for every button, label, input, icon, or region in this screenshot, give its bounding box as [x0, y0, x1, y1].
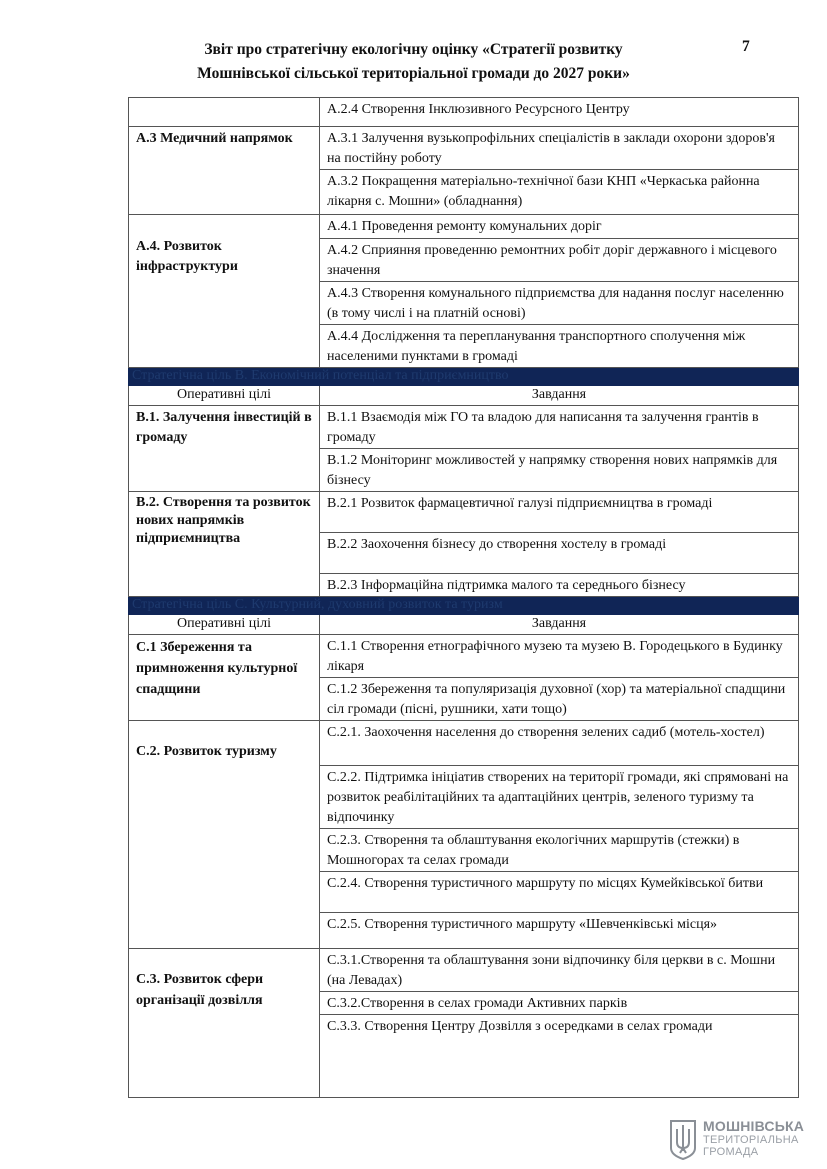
page-header — [0, 38, 827, 86]
task-cell: А.3.1 Залучення вузькопрофільних спеціалістів в заклади охорони здоров'я на постійну роботу — [320, 127, 799, 170]
column-header-row — [129, 615, 799, 635]
goal-cell — [129, 949, 320, 1098]
goal-cell: В.1. Залучення інвестицій в громаду — [129, 406, 320, 492]
section-banner — [129, 368, 799, 386]
logo-subtitle — [703, 1134, 799, 1158]
goal-cell: В.2. Створення та розвиток нових напрямків підприємництва — [129, 492, 320, 597]
task-cell: С.2.5. Створення туристичного маршруту «Шевченківські місця» — [320, 913, 799, 949]
goal-label: С.1 Збереження та примноження культурної спадщини — [136, 640, 298, 697]
task-cell: А.4.2 Сприяння проведенню ремонтних робіт доріг державного і місцевого значення — [320, 239, 799, 282]
task-cell: В.2.3 Інформаційна підтримка малого та середнього бізнесу — [320, 574, 799, 597]
column-header-row — [129, 386, 799, 406]
task-cell: С.3.1.Створення та облаштування зони відпочинку біля церкви в с. Мошни (на Левадах) — [320, 949, 799, 992]
column-header-goals: Оперативні цілі — [129, 386, 320, 406]
task-cell: С.3.3. Створення Центру Дозвілля з осередками в селах громади — [320, 1015, 799, 1098]
header-line-2: Мошнівської сільської територіальної громади до 2027 роки» — [197, 65, 630, 82]
banner-text: Стратегічна ціль С. Культурний, духовний розвиток та туризм — [129, 597, 799, 615]
strategy-table — [128, 97, 799, 1098]
goal-cell — [129, 215, 320, 368]
task-cell: А.3.2 Покращення матеріально-технічної бази КНП «Черкаська районна лікарня с. Мошни» (обладнання) — [320, 170, 799, 215]
table-row — [129, 721, 799, 766]
task-cell: В.1.2 Моніторинг можливостей у напрямку створення нових напрямків для бізнесу — [320, 449, 799, 492]
banner-text: Стратегічна ціль В. Економічний потенціал та підприємництво — [129, 368, 799, 386]
column-header-goals: Оперативні цілі — [129, 615, 320, 635]
task-cell: С.2.3. Створення та облаштування екологічних маршрутів (стежки) в Мошногорах та селах громади — [320, 829, 799, 872]
task-cell: С.2.1. Заохочення населення до створення зелених садиб (мотель-хостел) — [320, 721, 799, 766]
goal-label: С.2. Розвиток туризму — [136, 744, 277, 759]
task-cell: А.4.3 Створення комунального підприємства для надання послуг населенню (в тому числі і на платній основі) — [320, 282, 799, 325]
table-row — [129, 406, 799, 449]
section-banner — [129, 597, 799, 615]
task-cell: В.2.1 Розвиток фармацевтичної галузі підприємництва в громаді — [320, 492, 799, 533]
task-cell: С.1.1 Створення етнографічного музею та музею В. Городецького в Будинку лікаря — [320, 635, 799, 678]
task-cell: В.2.2 Заохочення бізнесу до створення хостелу в громаді — [320, 533, 799, 574]
goal-cell — [129, 635, 320, 721]
goal-cell — [129, 721, 320, 949]
task-cell: С.3.2.Створення в селах громади Активних парків — [320, 992, 799, 1015]
table-row — [129, 492, 799, 533]
column-header-tasks: Завдання — [320, 386, 799, 406]
page-number: 7 — [742, 38, 750, 55]
task-cell: С.2.4. Створення туристичного маршруту по місцях Кумейківської битви — [320, 872, 799, 913]
logo-subtitle-line-1: ТЕРИТОРІАЛЬНА — [703, 1134, 799, 1146]
task-cell: А.2.4 Створення Інклюзивного Ресурсного Центру — [320, 98, 799, 127]
column-header-tasks: Завдання — [320, 615, 799, 635]
task-cell: А.4.1 Проведення ремонту комунальних доріг — [320, 215, 799, 239]
logo-title: МОШНІВСЬКА — [703, 1118, 805, 1134]
table-row — [129, 127, 799, 170]
table-row — [129, 949, 799, 992]
task-cell: С.2.2. Підтримка ініціатив створених на території громади, які спрямовані на розвиток реабілітаційних та адаптаційних центрів, зеленого туризму та відпочинку — [320, 766, 799, 829]
community-logo — [668, 1118, 808, 1162]
goal-label: С.3. Розвиток сфери організації дозвілля — [136, 972, 264, 1008]
table-row — [129, 635, 799, 678]
table-row — [129, 98, 799, 127]
header-line-1: Звіт про стратегічну екологічну оцінку «Стратегії розвитку — [204, 41, 623, 58]
logo-subtitle-line-2: ГРОМАДА — [703, 1146, 759, 1158]
empty-goal-cell — [129, 98, 320, 127]
table-row — [129, 215, 799, 239]
goal-label: А.4. Розвиток інфраструктури — [136, 239, 238, 274]
task-cell: С.1.2 Збереження та популяризація духовної (хор) та матеріальної спадщини сіл громади (пісні, рушники, хати тощо) — [320, 678, 799, 721]
trident-emblem-icon — [668, 1118, 698, 1160]
task-cell: А.4.4 Дослідження та перепланування транспортного сполучення між населеними пунктами в громаді — [320, 325, 799, 368]
goal-cell: А.3 Медичний напрямок — [129, 127, 320, 215]
task-cell: В.1.1 Взаємодія між ГО та владою для написання та залучення грантів в громаду — [320, 406, 799, 449]
